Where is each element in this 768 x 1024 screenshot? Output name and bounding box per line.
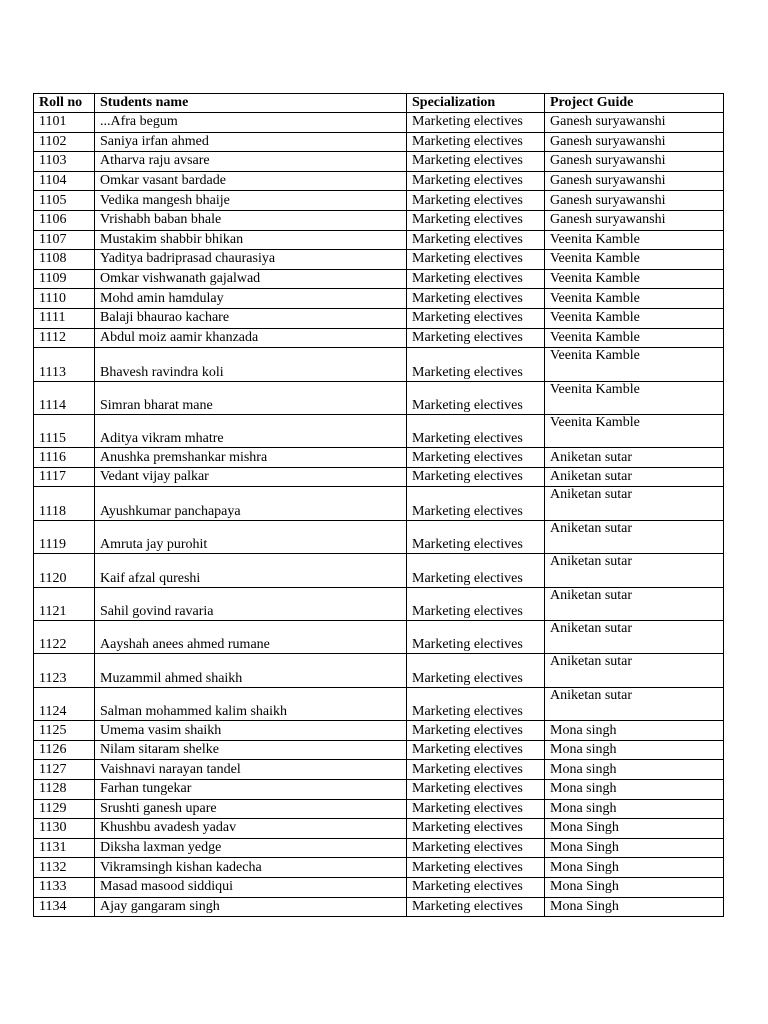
cell-roll-no: 1110 <box>34 289 95 309</box>
cell-specialization: Marketing electives <box>407 858 545 878</box>
cell-specialization: Marketing electives <box>407 328 545 348</box>
cell-specialization: Marketing electives <box>407 877 545 897</box>
cell-student-name: Vaishnavi narayan tandel <box>95 760 407 780</box>
cell-specialization: Marketing electives <box>407 191 545 211</box>
student-roster-table <box>33 93 724 917</box>
cell-specialization: Marketing electives <box>407 897 545 917</box>
cell-roll-no: 1111 <box>34 308 95 328</box>
cell-roll-no: 1104 <box>34 171 95 191</box>
cell-roll-no: 1130 <box>34 819 95 839</box>
cell-student-name: Sahil govind ravaria <box>95 587 407 620</box>
cell-roll-no: 1107 <box>34 230 95 250</box>
cell-project-guide: Veenita Kamble <box>545 230 724 250</box>
cell-student-name: Simran bharat mane <box>95 381 407 414</box>
table-row <box>34 289 724 309</box>
cell-specialization: Marketing electives <box>407 487 545 520</box>
table-row <box>34 877 724 897</box>
cell-specialization: Marketing electives <box>407 414 545 447</box>
cell-specialization: Marketing electives <box>407 819 545 839</box>
table-row <box>34 654 724 687</box>
cell-specialization: Marketing electives <box>407 621 545 654</box>
cell-student-name: Saniya irfan ahmed <box>95 132 407 152</box>
table-row <box>34 721 724 741</box>
table-row <box>34 520 724 553</box>
cell-roll-no: 1133 <box>34 877 95 897</box>
cell-project-guide: Veenita Kamble <box>545 308 724 328</box>
cell-roll-no: 1116 <box>34 448 95 468</box>
cell-project-guide: Aniketan sutar <box>545 621 724 654</box>
table-row <box>34 348 724 381</box>
table-row <box>34 760 724 780</box>
cell-project-guide: Aniketan sutar <box>545 654 724 687</box>
cell-roll-no: 1113 <box>34 348 95 381</box>
cell-specialization: Marketing electives <box>407 838 545 858</box>
table-row <box>34 897 724 917</box>
cell-roll-no: 1127 <box>34 760 95 780</box>
table-row <box>34 269 724 289</box>
cell-project-guide: Mona Singh <box>545 858 724 878</box>
cell-student-name: Mustakim shabbir bhikan <box>95 230 407 250</box>
table-row <box>34 113 724 133</box>
cell-project-guide: Mona singh <box>545 721 724 741</box>
table-row <box>34 487 724 520</box>
cell-roll-no: 1117 <box>34 467 95 487</box>
table-row <box>34 740 724 760</box>
cell-project-guide: Aniketan sutar <box>545 487 724 520</box>
cell-project-guide: Ganesh suryawanshi <box>545 191 724 211</box>
cell-student-name: Diksha laxman yedge <box>95 838 407 858</box>
cell-project-guide: Ganesh suryawanshi <box>545 113 724 133</box>
cell-roll-no: 1122 <box>34 621 95 654</box>
cell-student-name: Kaif afzal qureshi <box>95 554 407 587</box>
cell-student-name: Ayushkumar panchapaya <box>95 487 407 520</box>
cell-roll-no: 1123 <box>34 654 95 687</box>
cell-project-guide: Aniketan sutar <box>545 554 724 587</box>
cell-specialization: Marketing electives <box>407 467 545 487</box>
cell-roll-no: 1125 <box>34 721 95 741</box>
header-row <box>34 94 724 113</box>
cell-specialization: Marketing electives <box>407 554 545 587</box>
cell-roll-no: 1101 <box>34 113 95 133</box>
table-row <box>34 467 724 487</box>
cell-project-guide: Mona singh <box>545 740 724 760</box>
table-body <box>34 113 724 917</box>
cell-student-name: Aditya vikram mhatre <box>95 414 407 447</box>
cell-specialization: Marketing electives <box>407 171 545 191</box>
cell-roll-no: 1132 <box>34 858 95 878</box>
header-roll-no: Roll no <box>34 94 95 113</box>
cell-project-guide: Veenita Kamble <box>545 250 724 270</box>
table-row <box>34 152 724 172</box>
cell-specialization: Marketing electives <box>407 654 545 687</box>
cell-roll-no: 1105 <box>34 191 95 211</box>
cell-roll-no: 1128 <box>34 780 95 800</box>
cell-specialization: Marketing electives <box>407 230 545 250</box>
table-row <box>34 191 724 211</box>
cell-specialization: Marketing electives <box>407 780 545 800</box>
cell-project-guide: Ganesh suryawanshi <box>545 132 724 152</box>
cell-roll-no: 1103 <box>34 152 95 172</box>
cell-project-guide: Veenita Kamble <box>545 348 724 381</box>
table-row <box>34 414 724 447</box>
cell-student-name: Muzammil ahmed shaikh <box>95 654 407 687</box>
table-row <box>34 132 724 152</box>
table-row <box>34 780 724 800</box>
cell-student-name: Amruta jay purohit <box>95 520 407 553</box>
cell-specialization: Marketing electives <box>407 132 545 152</box>
table-row <box>34 328 724 348</box>
cell-student-name: Vikramsingh kishan kadecha <box>95 858 407 878</box>
cell-student-name: Umema vasim shaikh <box>95 721 407 741</box>
cell-specialization: Marketing electives <box>407 269 545 289</box>
cell-project-guide: Aniketan sutar <box>545 520 724 553</box>
cell-roll-no: 1112 <box>34 328 95 348</box>
cell-project-guide: Mona singh <box>545 799 724 819</box>
cell-project-guide: Mona singh <box>545 780 724 800</box>
cell-project-guide: Veenita Kamble <box>545 269 724 289</box>
cell-specialization: Marketing electives <box>407 348 545 381</box>
cell-roll-no: 1124 <box>34 687 95 720</box>
cell-student-name: Khushbu avadesh yadav <box>95 819 407 839</box>
cell-project-guide: Veenita Kamble <box>545 414 724 447</box>
cell-student-name: Omkar vasant bardade <box>95 171 407 191</box>
table-row <box>34 171 724 191</box>
cell-student-name: Anushka premshankar mishra <box>95 448 407 468</box>
cell-roll-no: 1109 <box>34 269 95 289</box>
cell-student-name: Omkar vishwanath gajalwad <box>95 269 407 289</box>
cell-project-guide: Aniketan sutar <box>545 448 724 468</box>
cell-student-name: Farhan tungekar <box>95 780 407 800</box>
cell-project-guide: Mona singh <box>545 760 724 780</box>
table-row <box>34 587 724 620</box>
cell-specialization: Marketing electives <box>407 308 545 328</box>
cell-roll-no: 1126 <box>34 740 95 760</box>
cell-project-guide: Mona Singh <box>545 819 724 839</box>
cell-project-guide: Ganesh suryawanshi <box>545 171 724 191</box>
table-row <box>34 250 724 270</box>
cell-specialization: Marketing electives <box>407 152 545 172</box>
table-row <box>34 858 724 878</box>
cell-roll-no: 1129 <box>34 799 95 819</box>
table-row <box>34 308 724 328</box>
header-students-name: Students name <box>95 94 407 113</box>
cell-project-guide: Ganesh suryawanshi <box>545 210 724 230</box>
cell-specialization: Marketing electives <box>407 250 545 270</box>
cell-student-name: Bhavesh ravindra koli <box>95 348 407 381</box>
header-specialization: Specialization <box>407 94 545 113</box>
cell-student-name: Salman mohammed kalim shaikh <box>95 687 407 720</box>
table-row <box>34 687 724 720</box>
cell-project-guide: Ganesh suryawanshi <box>545 152 724 172</box>
cell-specialization: Marketing electives <box>407 721 545 741</box>
cell-student-name: Nilam sitaram shelke <box>95 740 407 760</box>
cell-specialization: Marketing electives <box>407 740 545 760</box>
cell-project-guide: Mona Singh <box>545 877 724 897</box>
table-row <box>34 448 724 468</box>
cell-student-name: Mohd amin hamdulay <box>95 289 407 309</box>
cell-student-name: Vedant vijay palkar <box>95 467 407 487</box>
cell-specialization: Marketing electives <box>407 587 545 620</box>
table-row <box>34 554 724 587</box>
table-row <box>34 210 724 230</box>
header-project-guide: Project Guide <box>545 94 724 113</box>
cell-project-guide: Mona Singh <box>545 838 724 858</box>
table-row <box>34 799 724 819</box>
cell-student-name: Atharva raju avsare <box>95 152 407 172</box>
cell-student-name: Abdul moiz aamir khanzada <box>95 328 407 348</box>
cell-specialization: Marketing electives <box>407 210 545 230</box>
cell-roll-no: 1121 <box>34 587 95 620</box>
cell-roll-no: 1120 <box>34 554 95 587</box>
table-row <box>34 621 724 654</box>
cell-roll-no: 1134 <box>34 897 95 917</box>
cell-student-name: Balaji bhaurao kachare <box>95 308 407 328</box>
table-row <box>34 230 724 250</box>
cell-student-name: ...Afra begum <box>95 113 407 133</box>
cell-student-name: Srushti ganesh upare <box>95 799 407 819</box>
cell-roll-no: 1115 <box>34 414 95 447</box>
cell-roll-no: 1102 <box>34 132 95 152</box>
cell-student-name: Vrishabh baban bhale <box>95 210 407 230</box>
cell-student-name: Yaditya badriprasad chaurasiya <box>95 250 407 270</box>
cell-project-guide: Aniketan sutar <box>545 687 724 720</box>
cell-project-guide: Aniketan sutar <box>545 587 724 620</box>
cell-roll-no: 1106 <box>34 210 95 230</box>
cell-specialization: Marketing electives <box>407 381 545 414</box>
cell-specialization: Marketing electives <box>407 687 545 720</box>
cell-specialization: Marketing electives <box>407 289 545 309</box>
cell-student-name: Ajay gangaram singh <box>95 897 407 917</box>
table-row <box>34 838 724 858</box>
cell-project-guide: Veenita Kamble <box>545 381 724 414</box>
cell-specialization: Marketing electives <box>407 520 545 553</box>
cell-student-name: Masad masood siddiqui <box>95 877 407 897</box>
cell-project-guide: Veenita Kamble <box>545 289 724 309</box>
cell-specialization: Marketing electives <box>407 799 545 819</box>
cell-roll-no: 1131 <box>34 838 95 858</box>
cell-roll-no: 1114 <box>34 381 95 414</box>
cell-specialization: Marketing electives <box>407 448 545 468</box>
cell-specialization: Marketing electives <box>407 113 545 133</box>
cell-project-guide: Veenita Kamble <box>545 328 724 348</box>
cell-project-guide: Mona Singh <box>545 897 724 917</box>
cell-roll-no: 1108 <box>34 250 95 270</box>
cell-student-name: Aayshah anees ahmed rumane <box>95 621 407 654</box>
cell-specialization: Marketing electives <box>407 760 545 780</box>
table-header <box>34 94 724 113</box>
cell-roll-no: 1118 <box>34 487 95 520</box>
cell-roll-no: 1119 <box>34 520 95 553</box>
table-row <box>34 819 724 839</box>
cell-student-name: Vedika mangesh bhaije <box>95 191 407 211</box>
cell-project-guide: Aniketan sutar <box>545 467 724 487</box>
table-row <box>34 381 724 414</box>
